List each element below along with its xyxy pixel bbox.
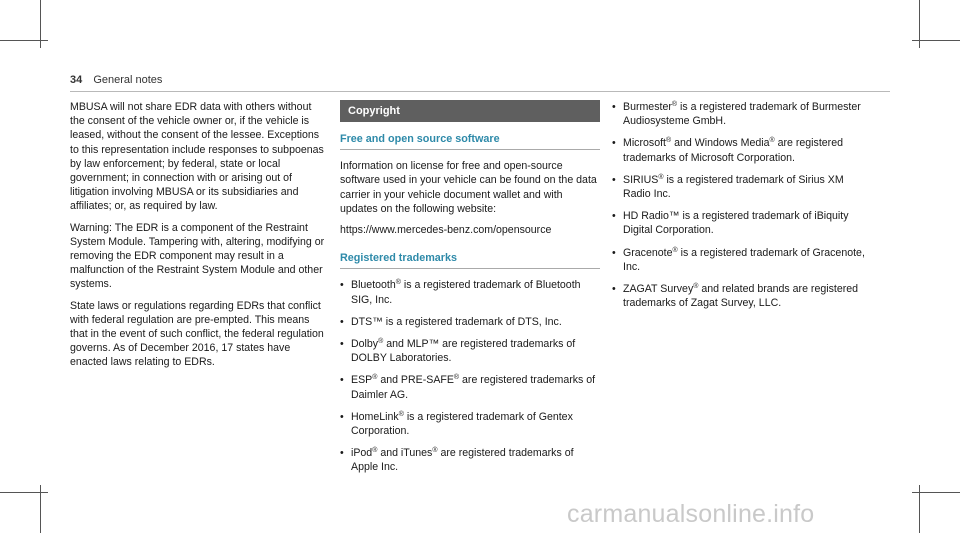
bullet: • xyxy=(612,210,616,223)
trademark-text: and related brands are registered trademarks of Zagat Survey, LLC. xyxy=(623,283,859,310)
trademark-text: HD Radio™ is a registered trademark of iBiquity Digital Corporation. xyxy=(623,210,849,237)
header-rule xyxy=(70,91,890,92)
trademark-item xyxy=(340,373,600,401)
trademark-text: Dolby xyxy=(351,338,379,351)
trademark-text: are registered trademarks of Apple Inc. xyxy=(351,447,574,474)
trademark-text: is a registered trademark of Burmester Audiosysteme GmbH. xyxy=(623,101,861,128)
page-header xyxy=(70,74,162,86)
trademark-text: are registered trademarks of Daimler AG. xyxy=(351,374,596,401)
registered-mark: ® xyxy=(769,137,775,145)
trademark-item xyxy=(612,136,872,164)
registered-mark: ® xyxy=(693,283,699,291)
registered-mark: ® xyxy=(665,137,672,145)
trademark-text: ESP xyxy=(351,374,373,387)
trademark-text: DTS™ is a registered trademark of DTS, Inc. xyxy=(351,315,562,328)
trademark-list xyxy=(340,278,600,474)
right-column xyxy=(612,100,872,318)
registered-mark: ® xyxy=(372,447,378,455)
trademark-item xyxy=(612,173,872,201)
left-column xyxy=(70,100,325,377)
bullet: • xyxy=(612,283,616,296)
bullet: • xyxy=(612,246,616,259)
trademark-text: is a registered trademark of Gracenote, Inc. xyxy=(623,246,865,273)
trademark-text: iPod xyxy=(351,447,373,460)
trademark-item xyxy=(340,446,600,474)
paragraph: MBUSA will not share EDR data with others without the consent of the vehicle owner or, if the vehicle is leased, without the consent of the lessee. Exceptions to this representation include responses to subpoenas by law enforcement; by federal, state or local government; in connection with or arising out of litigation involving MBUSA or its subsidiaries and affiliates; or, as required by law. xyxy=(70,101,324,213)
trademark-text: ZAGAT Survey xyxy=(623,283,694,296)
trademark-item xyxy=(612,246,872,274)
page-header-title: General notes xyxy=(93,74,163,86)
registered-mark: ® xyxy=(671,101,678,108)
trademark-text: HomeLink xyxy=(351,410,399,423)
trademark-item xyxy=(340,315,600,329)
trademark-text: Microsoft xyxy=(623,137,666,150)
trademark-item xyxy=(340,337,600,365)
registered-mark: ® xyxy=(378,338,384,346)
bullet: • xyxy=(340,279,344,292)
trademark-text: Burmester xyxy=(623,101,672,113)
registered-mark: ® xyxy=(372,374,378,382)
opensource-url: https://www.mercedes-benz.com/opensource xyxy=(340,224,552,237)
registered-mark: ® xyxy=(453,374,460,382)
copyright-heading: Copyright xyxy=(340,100,600,122)
middle-column xyxy=(340,100,600,483)
trademark-text: is a registered trademark of Gentex Corporation. xyxy=(351,410,573,438)
bullet: • xyxy=(612,137,616,150)
trademarks-heading: Registered trademarks xyxy=(340,251,600,269)
trademark-item xyxy=(340,278,600,306)
paragraph: Information on license for free and open-source software used in your vehicle can be found on the data carrier in your vehicle document wallet and with updates on the following website: xyxy=(340,160,597,215)
trademark-text: Bluetooth xyxy=(351,279,396,292)
registered-mark: ® xyxy=(432,447,438,455)
watermark: carmanualsonline.info xyxy=(567,500,815,528)
bullet: • xyxy=(612,101,616,113)
trademark-text: and Windows Media xyxy=(671,137,770,150)
trademark-text: and iTunes xyxy=(377,447,433,460)
trademark-text: SIRIUS xyxy=(623,173,659,186)
open-source-heading: Free and open source software xyxy=(340,132,600,150)
registered-mark: ® xyxy=(395,279,401,287)
trademark-item xyxy=(612,100,872,128)
trademark-item xyxy=(612,282,872,310)
registered-mark: ® xyxy=(398,410,404,418)
bullet: • xyxy=(340,447,344,460)
trademark-text: is a registered trademark of Sirius XM Radio Inc. xyxy=(623,173,844,201)
bullet: • xyxy=(340,315,344,328)
trademark-text: are registered trademarks of Microsoft Corporation. xyxy=(623,137,843,164)
bullet: • xyxy=(340,374,344,387)
trademark-item xyxy=(612,209,872,237)
paragraph: State laws or regulations regarding EDRs that conflict with federal regulation are pre-empted. This means that in the event of such conflict, the federal regulation governs. As of December 2016, 17 states have enacted laws relating to EDRs. xyxy=(70,299,324,369)
bullet: • xyxy=(340,338,344,351)
trademark-text: is a registered trademark of Bluetooth SIG, Inc. xyxy=(351,279,581,306)
trademark-text: and PRE-SAFE xyxy=(377,374,454,387)
page-number: 34 xyxy=(70,74,83,86)
trademark-text: Gracenote xyxy=(623,246,673,259)
trademark-text: and MLP™ are registered trademarks of DOLBY Laboratories. xyxy=(351,338,576,365)
bullet: • xyxy=(612,173,616,186)
paragraph: Warning: The EDR is a component of the Restraint System Module. Tampering with, altering, modifying or removing the EDR component may result in a malfunction of the Restraint System Module and other systems. xyxy=(70,221,325,291)
trademark-list xyxy=(612,100,872,310)
trademark-item xyxy=(340,410,600,438)
bullet: • xyxy=(340,410,344,423)
registered-mark: ® xyxy=(658,173,664,181)
registered-mark: ® xyxy=(672,246,678,254)
